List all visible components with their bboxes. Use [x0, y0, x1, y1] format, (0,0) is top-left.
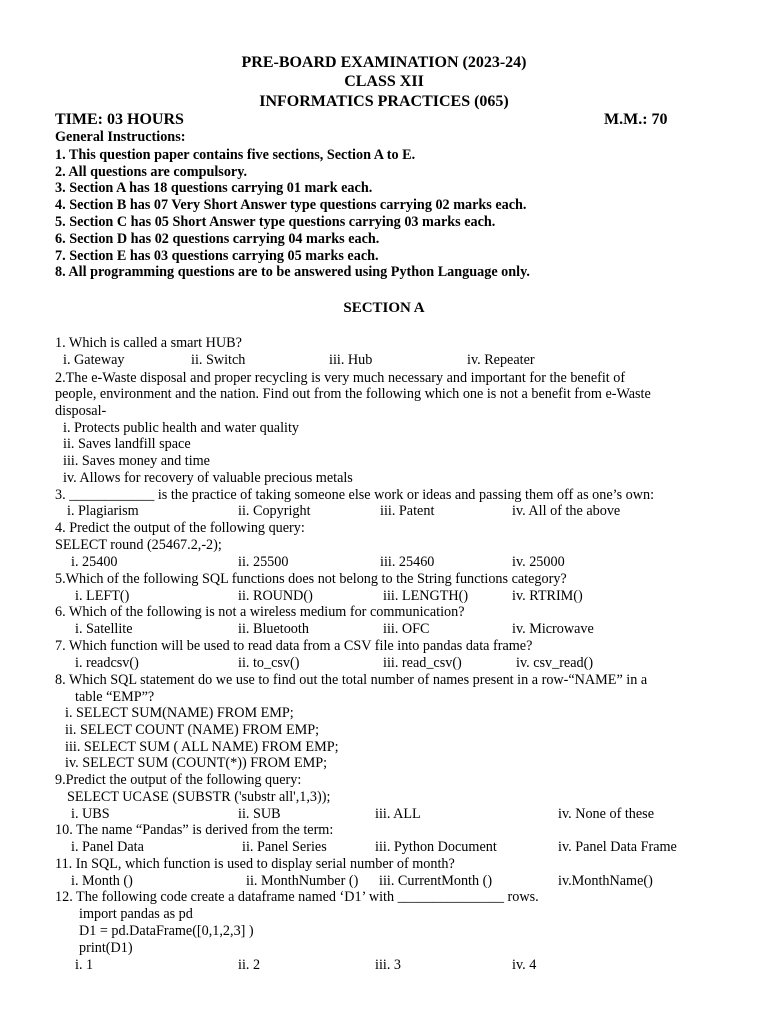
code-line: import pandas as pd — [79, 906, 193, 922]
question-text: 3. ____________ is the practice of taking someone else work or ideas and passing them off as one’s own: — [55, 487, 655, 503]
class-title: CLASS XII — [344, 73, 424, 90]
option: ii. 25500 — [238, 554, 289, 570]
question-text: 10. The name “Pandas” is derived from the term: — [55, 822, 334, 838]
question-text: 4. Predict the output of the following query: — [55, 520, 305, 536]
option: iii. 25460 — [380, 554, 435, 570]
option: i. Gateway — [63, 352, 125, 368]
question-text: 6. Which of the following is not a wireless medium for communication? — [55, 604, 465, 620]
option: iv. csv_read() — [516, 655, 594, 671]
option: iii. Hub — [329, 352, 373, 368]
option: iii. ALL — [375, 806, 421, 822]
option: iv. None of these — [558, 806, 655, 822]
option: ii. Saves landfill space — [63, 436, 191, 452]
option: ii. SELECT COUNT (NAME) FROM EMP; — [65, 722, 320, 738]
code-line: print(D1) — [79, 940, 133, 956]
max-marks-label: M.M.: 70 — [604, 111, 668, 128]
option: iii. OFC — [383, 621, 430, 637]
option: ii. Bluetooth — [238, 621, 309, 637]
time-label: TIME: 03 HOURS — [55, 111, 184, 128]
option: i. UBS — [71, 806, 110, 822]
option: iii. SELECT SUM ( ALL NAME) FROM EMP; — [65, 739, 339, 755]
option: ii. to_csv() — [238, 655, 300, 671]
option: iv. SELECT SUM (COUNT(*)) FROM EMP; — [65, 755, 328, 771]
option: iv. Panel Data Frame — [558, 839, 677, 855]
option: ii. SUB — [238, 806, 281, 822]
instruction-item: 2. All questions are compulsory. — [55, 164, 248, 180]
option: iii. 3 — [375, 957, 402, 973]
section-heading: SECTION A — [343, 300, 425, 316]
instruction-item: 7. Section E has 03 questions carrying 05 marks each. — [55, 248, 379, 264]
option: i. 25400 — [71, 554, 118, 570]
instruction-item: 6. Section D has 02 questions carrying 04 marks each. — [55, 231, 380, 247]
question-text: 8. Which SQL statement do we use to find out the total number of names present in a row-“NAME” in a — [55, 672, 648, 688]
instruction-item: 5. Section C has 05 Short Answer type questions carrying 03 marks each. — [55, 214, 496, 230]
exam-title: PRE-BOARD EXAMINATION (2023-24) — [241, 54, 527, 71]
question-text: 11. In SQL, which function is used to display serial number of month? — [55, 856, 455, 872]
question-text: 9.Predict the output of the following query: — [55, 772, 302, 788]
option: iii. Saves money and time — [63, 453, 210, 469]
option: i. Plagiarism — [67, 503, 139, 519]
option: iv. Repeater — [467, 352, 535, 368]
question-text: 1. Which is called a smart HUB? — [55, 335, 242, 351]
question-text: disposal- — [55, 403, 107, 419]
option: ii. ROUND() — [238, 588, 313, 604]
question-text: 5.Which of the following SQL functions does not belong to the String functions category? — [55, 571, 567, 587]
option: iv.MonthName() — [558, 873, 653, 889]
instructions-heading: General Instructions: — [55, 129, 186, 145]
option: i. 1 — [75, 957, 94, 973]
option: iv. Allows for recovery of valuable precious metals — [63, 470, 353, 486]
option: ii. 2 — [238, 957, 261, 973]
option: i. Panel Data — [71, 839, 144, 855]
option: i. Month () — [71, 873, 133, 889]
instruction-item: 8. All programming questions are to be answered using Python Language only. — [55, 264, 530, 280]
option: ii. Panel Series — [242, 839, 327, 855]
option: iii. Python Document — [375, 839, 497, 855]
option: iv. All of the above — [512, 503, 621, 519]
option: iv. 4 — [512, 957, 537, 973]
code-line: D1 = pd.DataFrame([0,1,2,3] ) — [79, 923, 254, 939]
instruction-item: 1. This question paper contains five sections, Section A to E. — [55, 147, 416, 163]
option: i. LEFT() — [75, 588, 130, 604]
option: iii. CurrentMonth () — [379, 873, 493, 889]
option: iv. Microwave — [512, 621, 594, 637]
question-text: 2.The e-Waste disposal and proper recycling is very much necessary and important for the benefit of — [55, 370, 626, 386]
option: iv. 25000 — [512, 554, 565, 570]
option: i. Protects public health and water quality — [63, 420, 299, 436]
option: iii. LENGTH() — [383, 588, 469, 604]
question-text: table “EMP”? — [75, 689, 155, 705]
code-line: SELECT UCASE (SUBSTR ('substr all',1,3)); — [67, 789, 331, 805]
question-text: people, environment and the nation. Find out from the following which one is not a benefit from e-Waste — [55, 386, 651, 402]
question-text: 7. Which function will be used to read data from a CSV file into pandas data frame? — [55, 638, 533, 654]
option: iii. Patent — [380, 503, 435, 519]
option: i. readcsv() — [75, 655, 139, 671]
option: ii. Copyright — [238, 503, 311, 519]
instruction-item: 3. Section A has 18 questions carrying 01 mark each. — [55, 180, 373, 196]
instruction-item: 4. Section B has 07 Very Short Answer type questions carrying 02 marks each. — [55, 197, 527, 213]
option: i. Satellite — [75, 621, 133, 637]
option: ii. Switch — [191, 352, 246, 368]
code-line: SELECT round (25467.2,-2); — [55, 537, 222, 553]
option: iv. RTRIM() — [512, 588, 583, 604]
option: i. SELECT SUM(NAME) FROM EMP; — [65, 705, 294, 721]
option: ii. MonthNumber () — [246, 873, 359, 889]
subject-title: INFORMATICS PRACTICES (065) — [259, 93, 509, 110]
question-text: 12. The following code create a dataframe named ‘D1’ with _______________ rows. — [55, 889, 539, 905]
option: iii. read_csv() — [383, 655, 462, 671]
